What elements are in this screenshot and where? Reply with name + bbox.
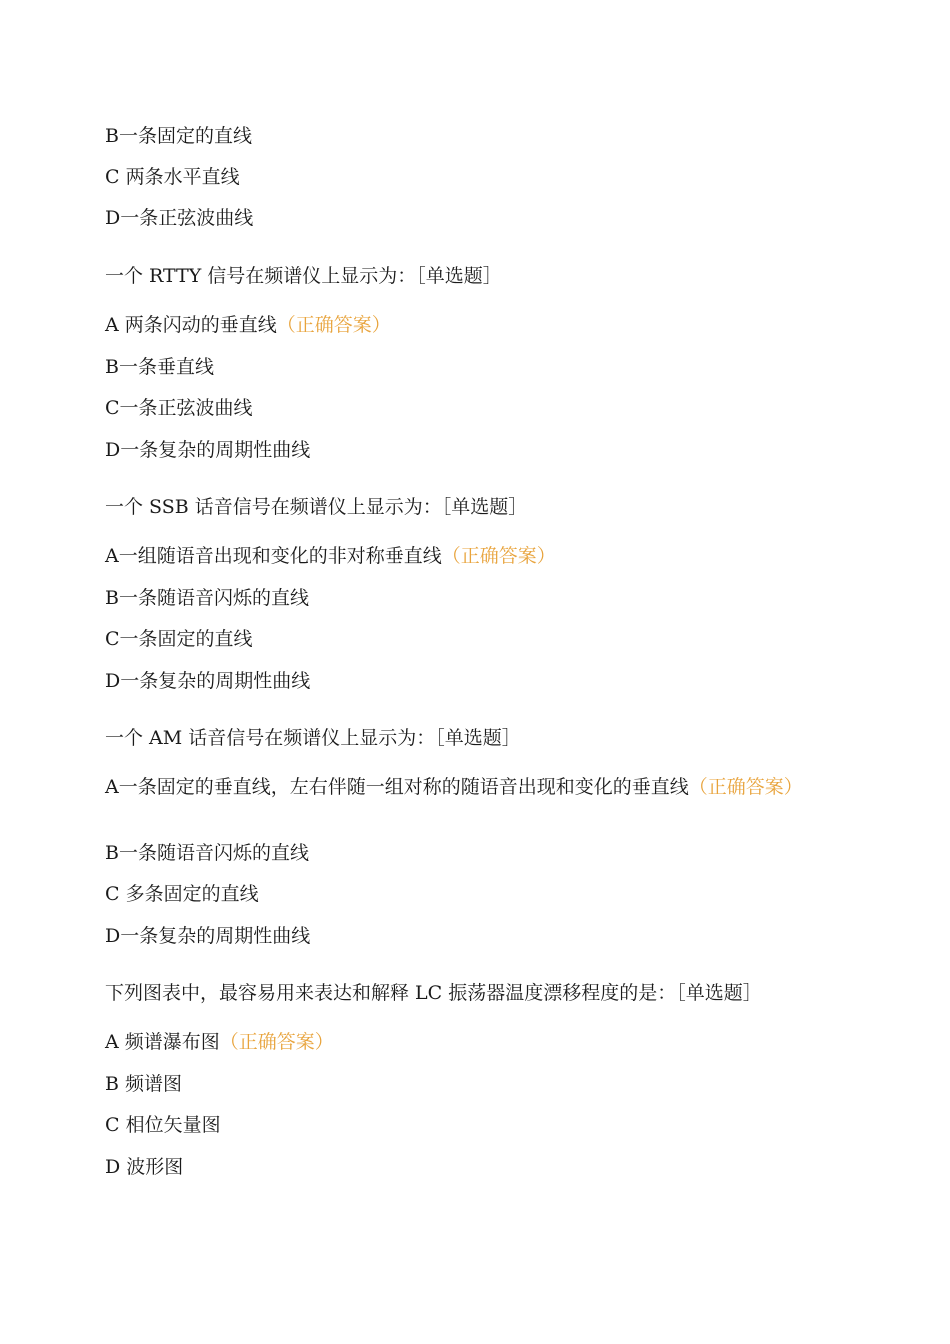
option-b-prev: B一条固定的直线 <box>105 125 252 147</box>
option-b-rtty: B一条垂直线 <box>105 356 214 378</box>
option-b-am: B一条随语音闪烁的直线 <box>105 842 309 864</box>
question-am: 一个 AM 话音信号在频谱仪上显示为：［单选题］ <box>105 727 521 749</box>
correct-answer-mark: （正确答案） <box>219 1031 334 1053</box>
correct-answer-mark: （正确答案） <box>441 545 556 567</box>
option-text: A一组随语音出现和变化的非对称垂直线 <box>105 545 442 567</box>
option-d-am: D一条复杂的周期性曲线 <box>105 925 311 947</box>
option-c-am: C 多条固定的直线 <box>105 883 259 905</box>
option-b-ssb: B一条随语音闪烁的直线 <box>105 587 309 609</box>
option-c-prev: C 两条水平直线 <box>105 166 240 188</box>
option-b-lc: B 频谱图 <box>105 1073 183 1095</box>
question-ssb: 一个 SSB 话音信号在频谱仪上显示为：［单选题］ <box>105 496 528 518</box>
option-text: A 频谱瀑布图 <box>105 1031 220 1053</box>
question-lc: 下列图表中，最容易用来表达和解释 LC 振荡器温度漂移程度的是：［单选题］ <box>105 982 762 1004</box>
option-c-lc: C 相位矢量图 <box>105 1114 221 1136</box>
question-rtty: 一个 RTTY 信号在频谱仪上显示为：［单选题］ <box>105 265 502 287</box>
option-a-rtty <box>105 313 391 337</box>
correct-answer-mark: （正确答案） <box>276 314 391 336</box>
correct-answer-mark: （正确答案） <box>688 776 803 798</box>
option-d-lc: D 波形图 <box>105 1156 184 1178</box>
option-a-ssb <box>105 544 556 568</box>
option-a-am <box>105 775 817 799</box>
option-text: A 两条闪动的垂直线 <box>105 314 277 336</box>
option-d-ssb: D一条复杂的周期性曲线 <box>105 670 311 692</box>
option-c-ssb: C一条固定的直线 <box>105 628 253 650</box>
option-text: A一条固定的垂直线，左右伴随一组对称的随语音出现和变化的垂直线 <box>105 776 689 798</box>
option-d-prev: D一条正弦波曲线 <box>105 207 254 229</box>
option-d-rtty: D一条复杂的周期性曲线 <box>105 439 311 461</box>
option-c-rtty: C一条正弦波曲线 <box>105 397 253 419</box>
option-a-lc <box>105 1030 334 1054</box>
